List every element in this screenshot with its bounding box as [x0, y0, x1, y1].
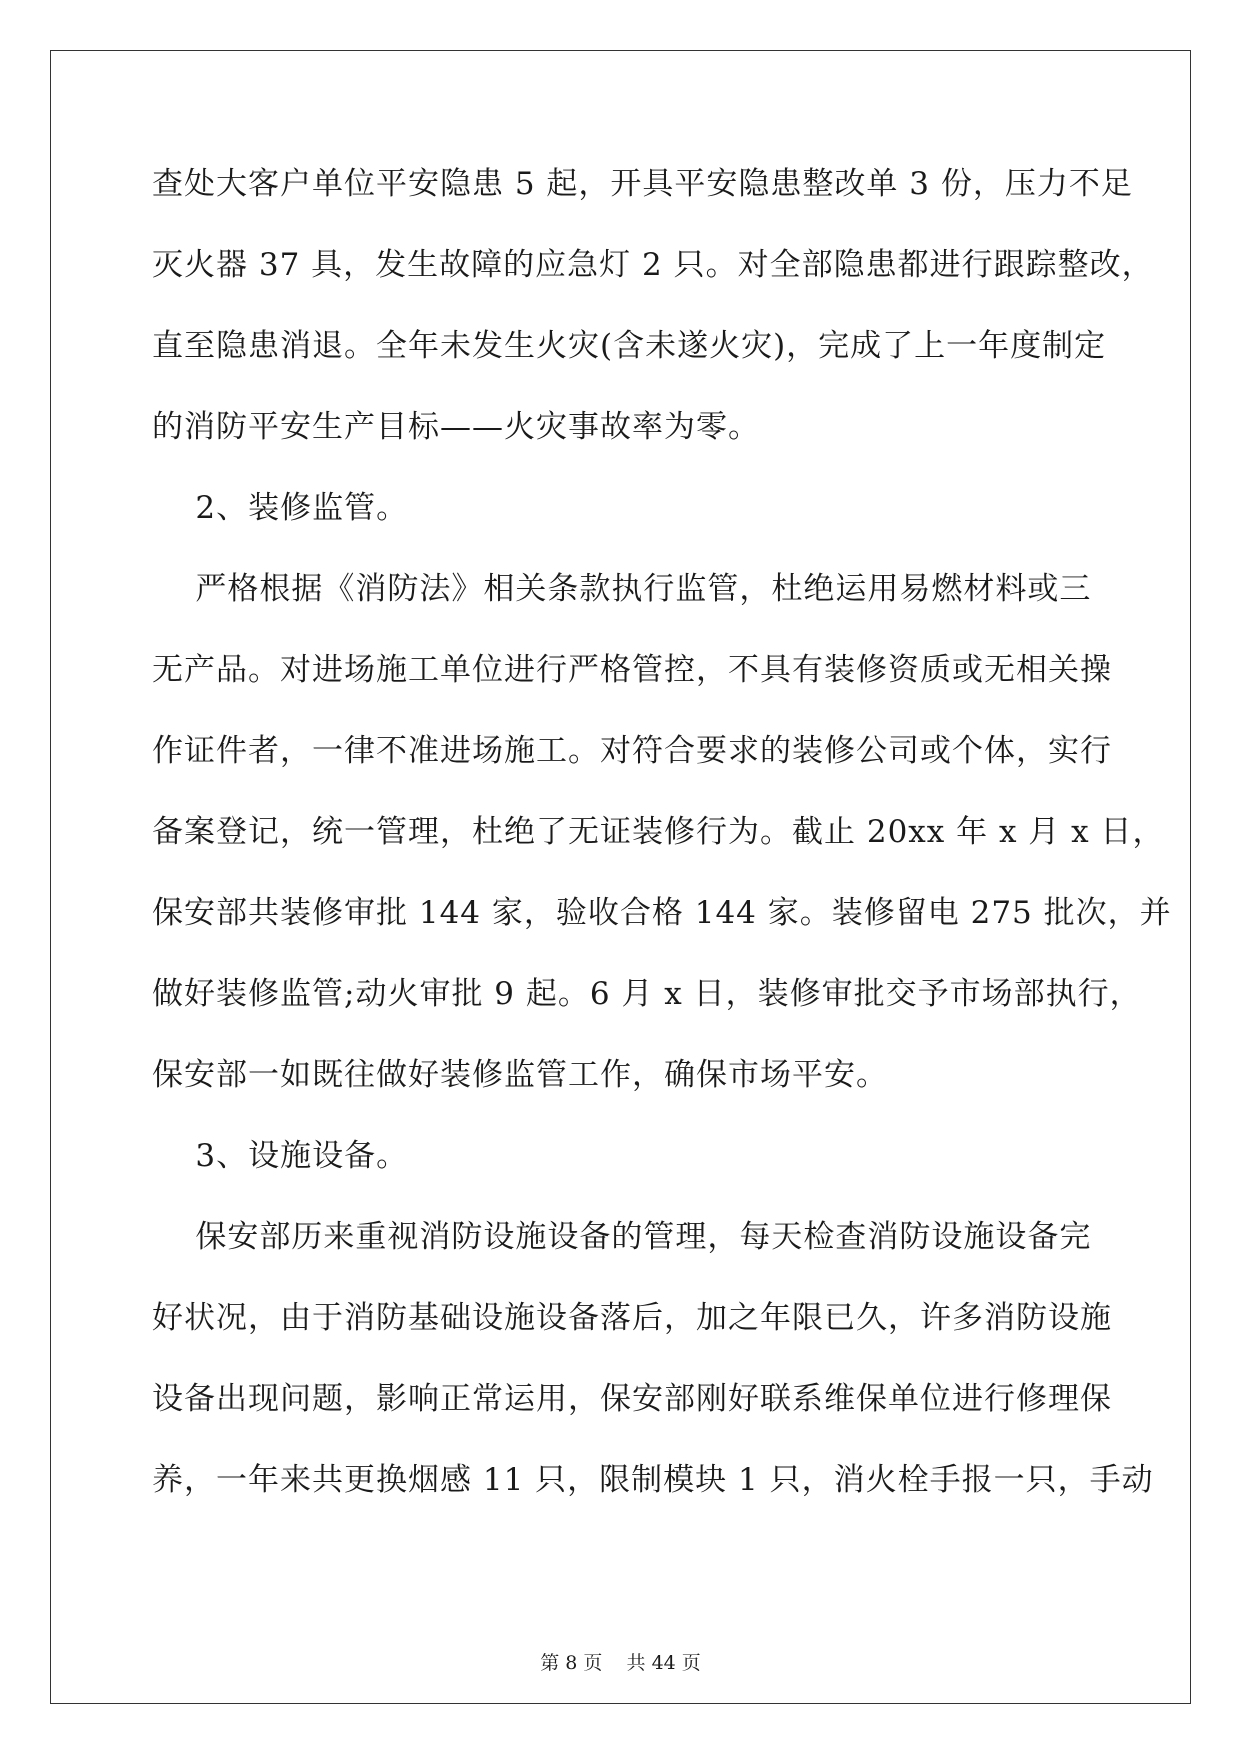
paragraph-line: 严格根据《消防法》相关条款执行监管，杜绝运用易燃材料或三	[152, 571, 1092, 607]
paragraph-line: 做好装修监管;动火审批 9 起。6 月 x 日，装修审批交予市场部执行，	[152, 976, 1142, 1012]
paragraph-line: 备案登记，统一管理，杜绝了无证装修行为。截止 20xx 年 x 月 x 日，	[152, 814, 1165, 850]
paragraph-line: 保安部共装修审批 144 家，验收合格 144 家。装修留电 275 批次，并	[152, 895, 1172, 931]
paragraph-line: 养，一年来共更换烟感 11 只，限制模块 1 只，消火栓手报一只，手动	[152, 1462, 1154, 1498]
paragraph-line: 作证件者，一律不准进场施工。对符合要求的装修公司或个体，实行	[152, 733, 1112, 769]
page-footer: 第 8 页 共 44 页	[540, 1652, 701, 1674]
paragraph-line: 设备出现问题，影响正常运用，保安部刚好联系维保单位进行修理保	[152, 1381, 1112, 1417]
section-heading: 3、设施设备。	[152, 1138, 409, 1174]
paragraph-line: 直至隐患消退。全年未发生火灾(含未遂火灾)，完成了上一年度制定	[152, 328, 1107, 364]
paragraph-line: 查处大客户单位平安隐患 5 起，开具平安隐患整改单 3 份，压力不足	[152, 166, 1133, 202]
paragraph-line: 保安部历来重视消防设施设备的管理，每天检查消防设施设备完	[152, 1219, 1092, 1255]
paragraph-line: 的消防平安生产目标——火灾事故率为零。	[152, 409, 760, 445]
paragraph-line: 保安部一如既往做好装修监管工作，确保市场平安。	[152, 1057, 888, 1093]
section-heading: 2、装修监管。	[152, 490, 409, 526]
page-frame	[50, 50, 1191, 1704]
paragraph-line: 好状况，由于消防基础设施设备落后，加之年限已久，许多消防设施	[152, 1300, 1112, 1336]
paragraph-line: 无产品。对进场施工单位进行严格管控，不具有装修资质或无相关操	[152, 652, 1112, 688]
paragraph-line: 灭火器 37 具，发生故障的应急灯 2 只。对全部隐患都进行跟踪整改，	[152, 247, 1154, 283]
